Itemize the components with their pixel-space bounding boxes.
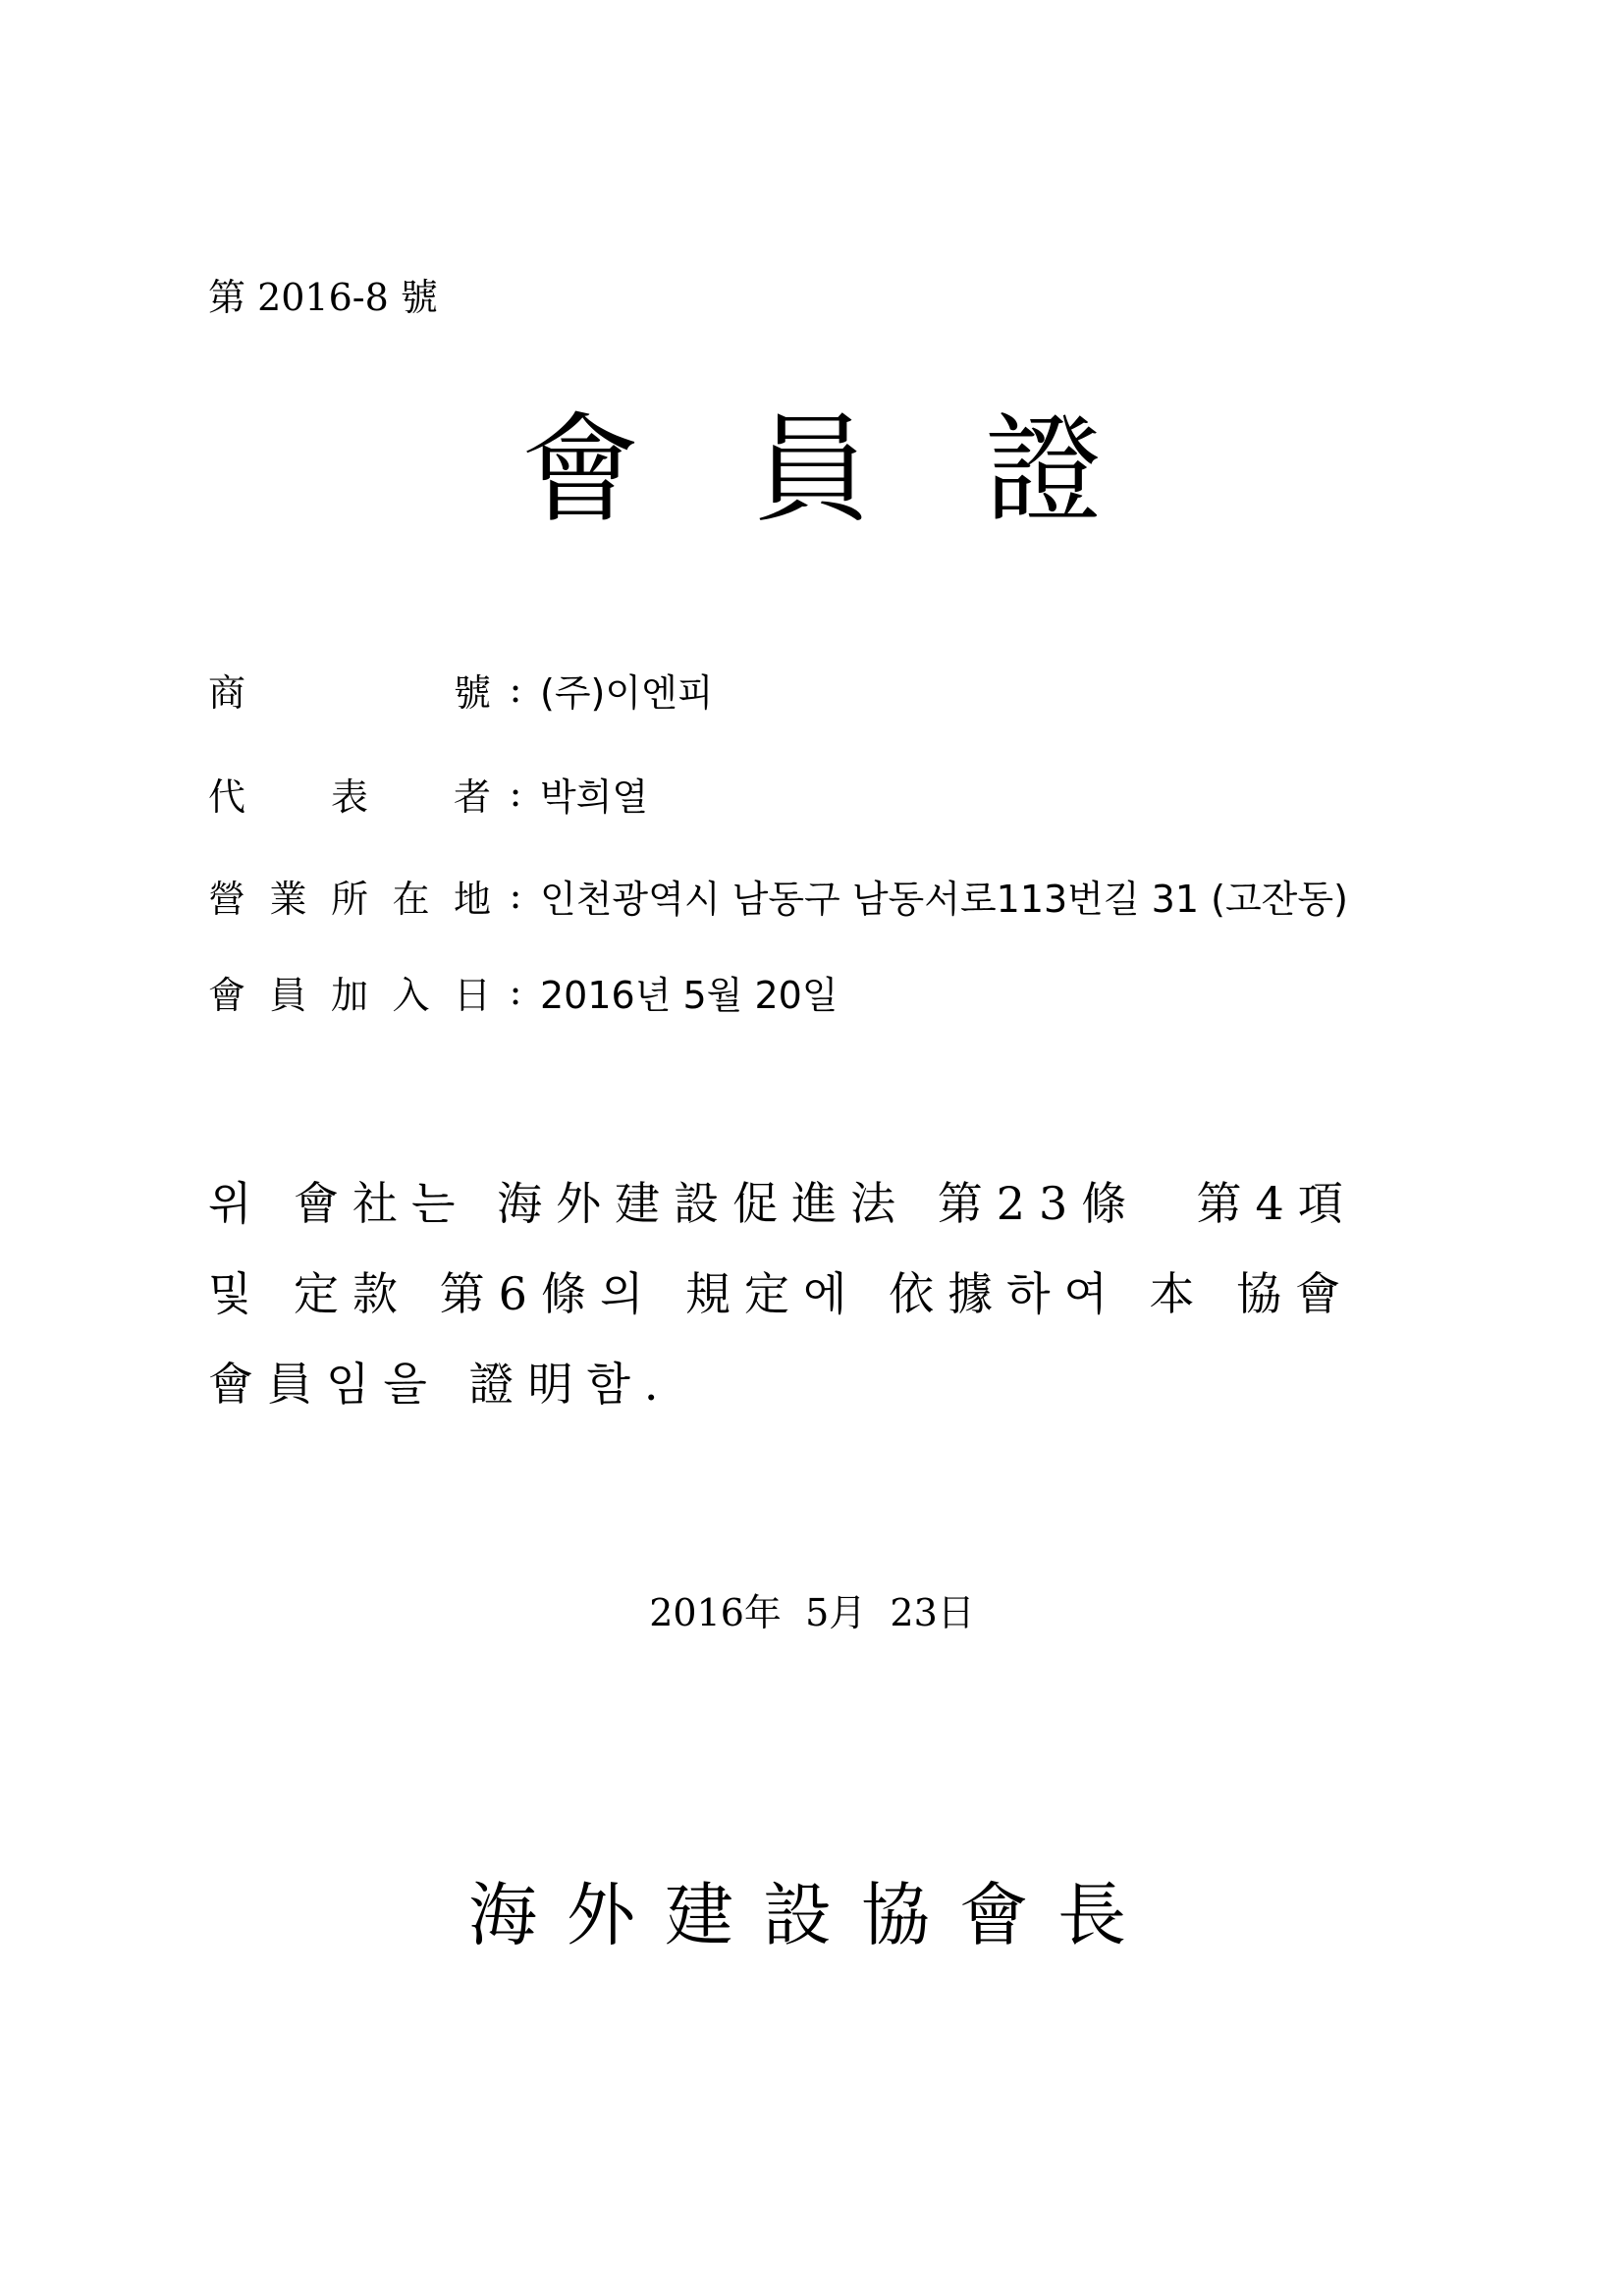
title-char: 證: [985, 402, 1103, 539]
label-char: 所: [330, 877, 368, 921]
field-label: [208, 767, 491, 821]
label-char: 者: [453, 774, 491, 819]
field-address: [208, 866, 1348, 925]
title-char: 會: [521, 402, 639, 539]
field-company-name: [208, 660, 713, 719]
issuer-name: 海外建設協會長: [468, 1875, 1156, 1955]
label-char: 地: [453, 877, 491, 921]
label-char: 商: [208, 670, 246, 715]
field-label: [208, 965, 491, 1019]
body-line: 위 會社는 海外建設促進法 第23條 第4項: [208, 1177, 1357, 1230]
field-join-date: [208, 962, 839, 1021]
label-char: 營: [208, 877, 246, 921]
field-colon: :: [509, 667, 522, 711]
field-value-address: 인천광역시 남동구 남동서로113번길 31 (고잔동): [540, 877, 1348, 921]
label-char: 代: [208, 774, 246, 819]
field-value-representative: 박희열: [540, 774, 649, 819]
field-colon: :: [509, 970, 522, 1013]
field-representative: [208, 764, 648, 823]
label-char: 日: [453, 973, 491, 1017]
field-colon: :: [509, 772, 522, 815]
field-value-company: (주)이엔피: [540, 670, 714, 715]
field-label: [208, 663, 491, 717]
field-label: [208, 869, 491, 923]
label-char: 加: [330, 973, 368, 1017]
label-char: 會: [208, 973, 246, 1017]
certificate-title: [0, 402, 1624, 539]
field-colon: :: [509, 874, 522, 917]
label-char: 表: [330, 774, 368, 819]
field-value-join-date: 2016년 5월 20일: [540, 973, 839, 1017]
body-line: 및 定款 第6條의 規定에 依據하여 本 協會: [208, 1267, 1355, 1320]
title-char: 員: [753, 402, 871, 539]
certificate-number: 第 2016-8 號: [208, 276, 438, 319]
label-char: 入: [392, 973, 430, 1017]
label-char: 在: [392, 877, 430, 921]
body-line: 會員임을 證明함.: [208, 1358, 673, 1411]
issue-date: 2016年 5月 23日: [649, 1591, 975, 1634]
label-char: 員: [269, 973, 307, 1017]
label-char: 業: [269, 877, 307, 921]
label-char: 號: [453, 670, 491, 715]
